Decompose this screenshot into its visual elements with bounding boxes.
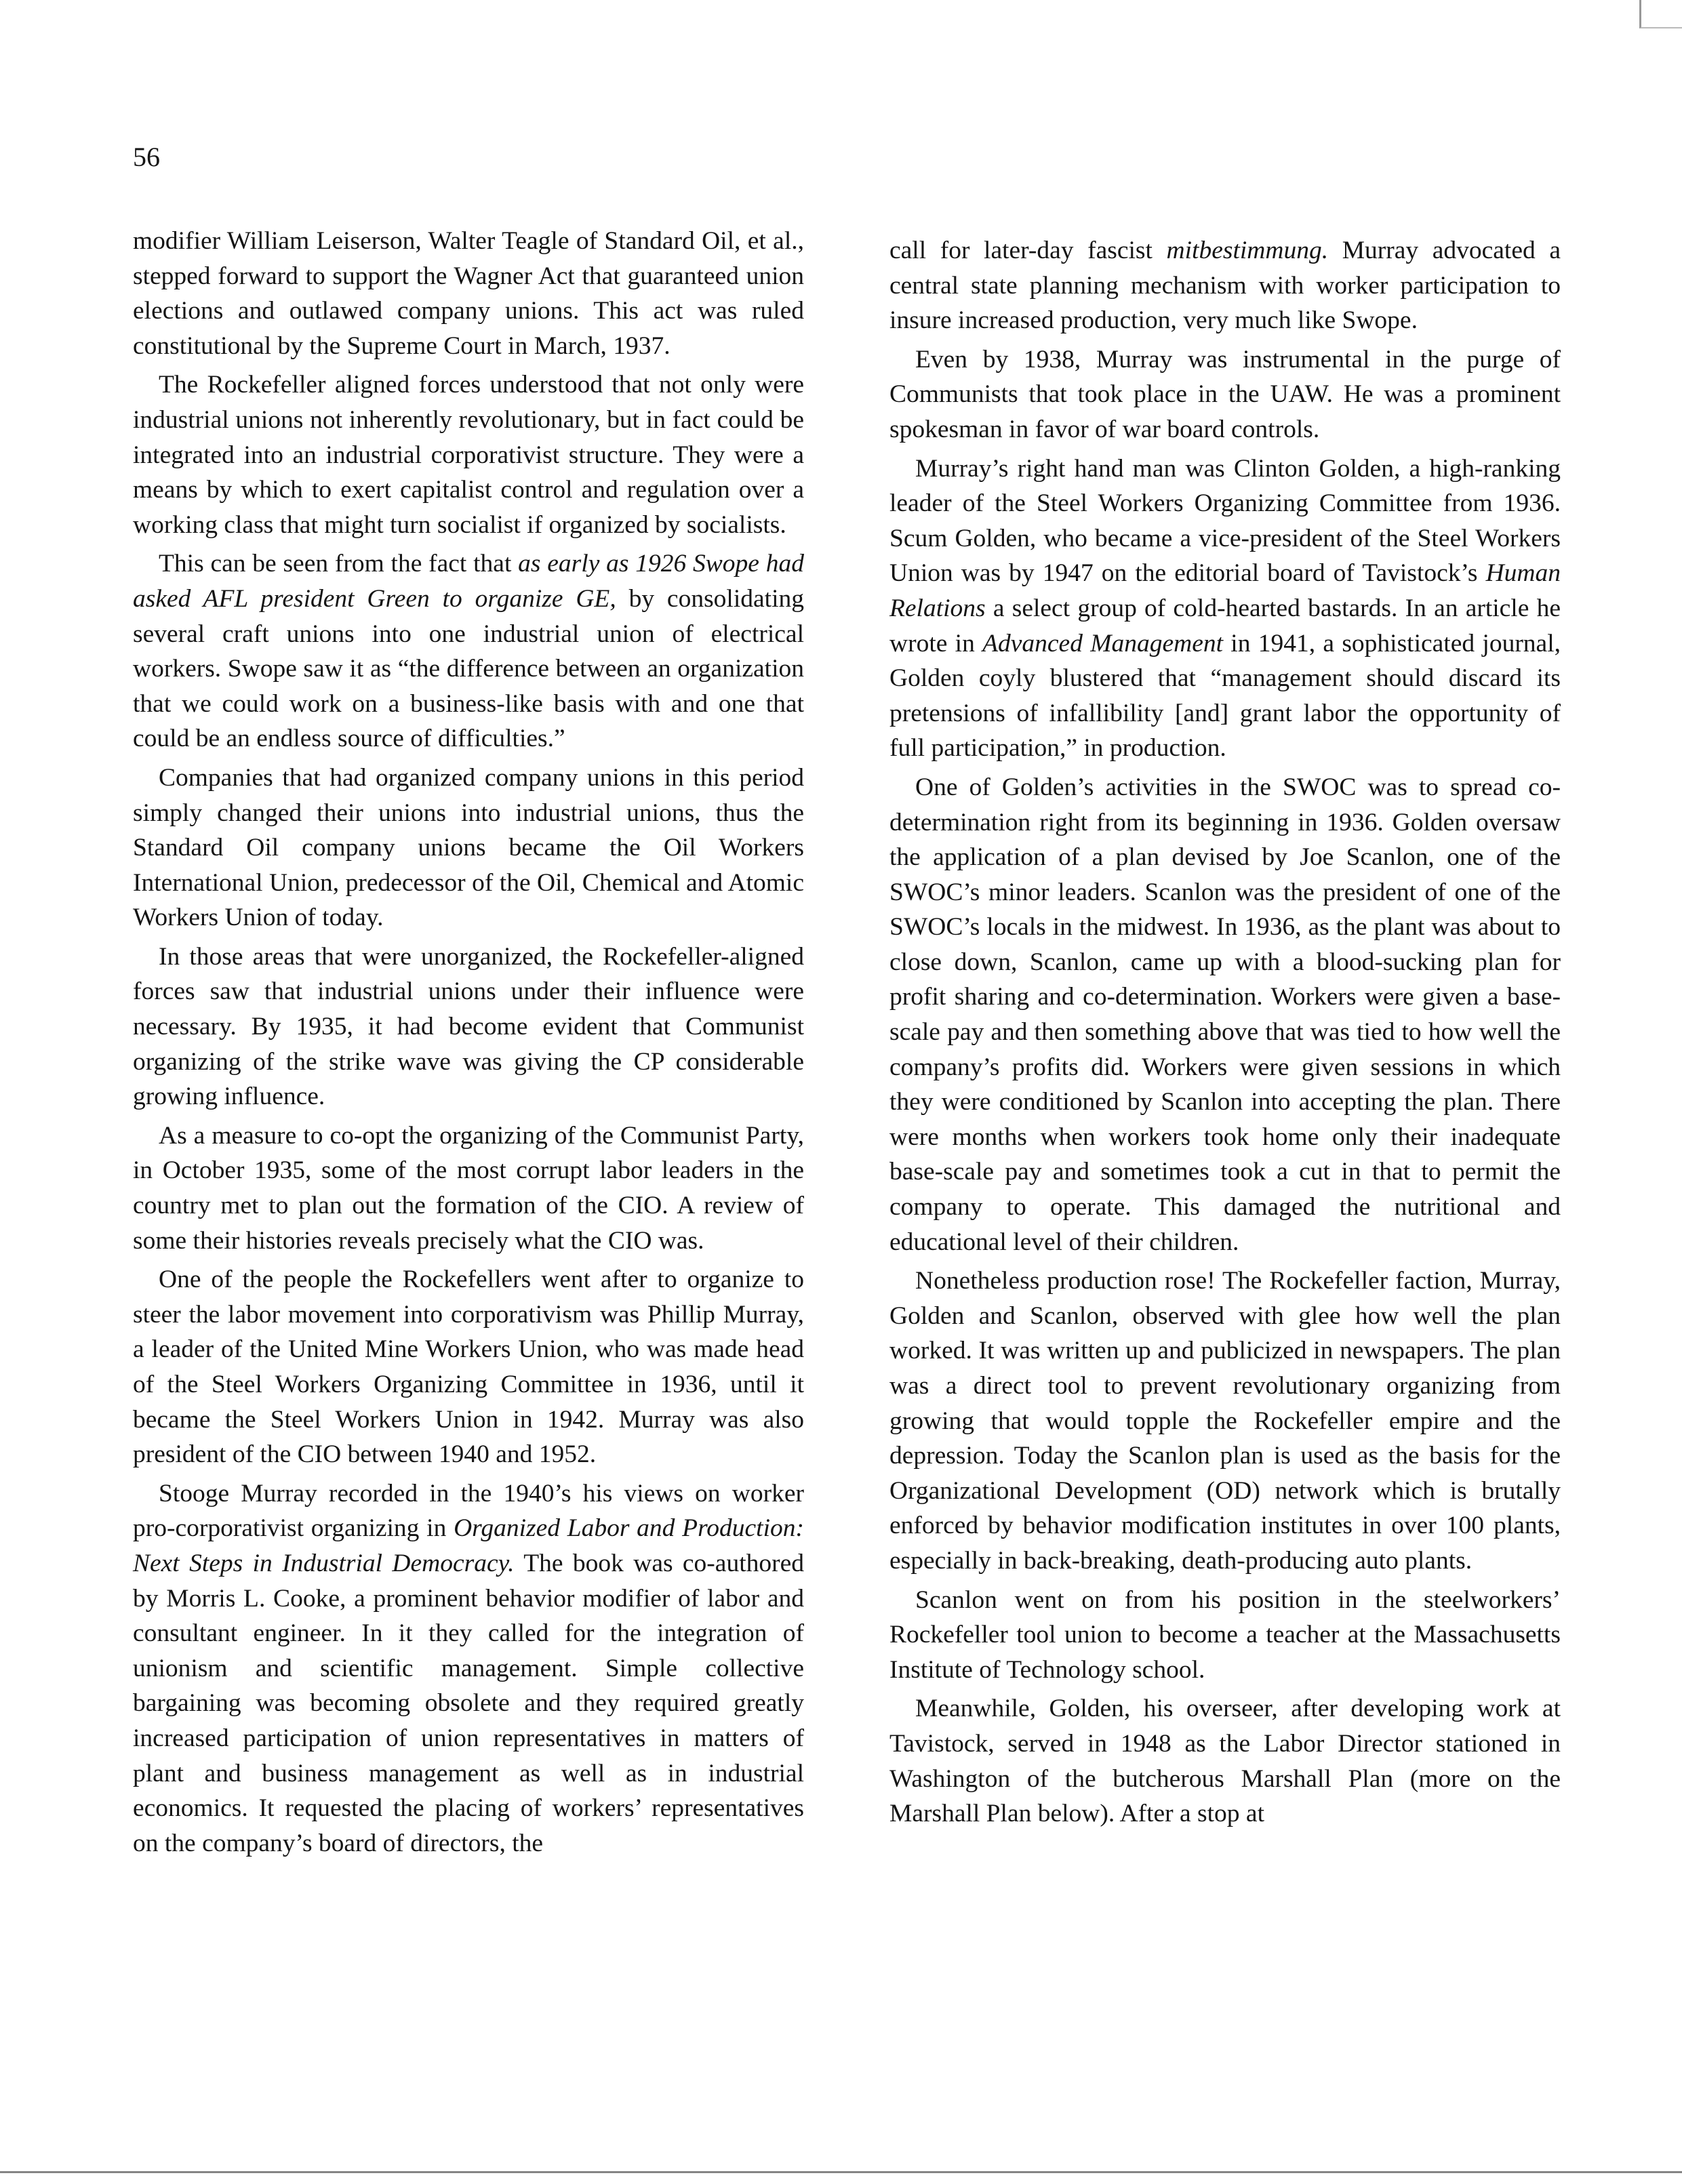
paragraph: [133, 1476, 804, 1861]
paragraph: The Rockefeller aligned forces understood that not only were industrial unions not inherently revolutionary, but in fact could be integrated into an industrial corporativist structure. They were a means by which to exert capitalist control and regulation over a working class that might turn socialist if organized by socialists.: [133, 371, 804, 539]
paragraph: modifier William Leiserson, Walter Teagle of Standard Oil, et al., stepped forward to support the Wagner Act that guaranteed union elections and outlawed company unions. This act was ruled constitutional by the Supreme Court in March, 1937.: [133, 227, 804, 360]
scan-edge-mark: [1639, 0, 1682, 28]
paragraph: One of the people the Rockefellers went after to organize to steer the labor movement into corporativism was Phillip Murray, a leader of the United Mine Workers Union, who was made head of the Steel Workers Organizing Committee in 1936, until it became the Steel Workers Union in 1942. Murray was also president of the CIO between 1940 and 1952.: [133, 1266, 804, 1469]
text-run: a select group of cold-hearted bastards. In an article he wrote in: [889, 594, 1561, 658]
italic-text: as early as 1926 Swope had asked AFL president Green to organize GE,: [133, 550, 804, 613]
page-number: 56: [133, 142, 160, 172]
paragraph: Companies that had organized company unions in this period simply changed their unions into industrial unions, thus the Standard Oil company unions became the Oil Workers International Union, predecessor of the Oil, Chemical and Atomic Workers Union of today.: [133, 763, 804, 932]
paragraph: Nonetheless production rose! The Rockefeller faction, Murray, Golden and Scanlon, observed with glee how well the plan worked. It was written up and publicized in newspapers. The plan was a direct tool to prevent revolutionary organizing from growing that would topple the Rockefeller empire and the depression. Today the Scanlon plan is used as the basis for the Organizational Development (OD) network which is brutally enforced by behavior modification institutes in over 100 plants, especially in back-breaking, death-producing auto plants.: [889, 1267, 1561, 1575]
paragraph: One of Golden’s activities in the SWOC was to spread co-determination right from its beginning in 1936. Golden oversaw the application of a plan devised by Joe Scanlon, one of the SWOC’s minor leaders. Scanlon was the president of one of the SWOC’s locals in the midwest. In 1936, as the plant was about to close down, Scanlon, came up with a blood-sucking plan for profit sharing and co-determination. Workers were given a base-scale pay and then something above that was tied to how well the company’s profits did. Workers were given sessions in which they were conditioned by Scanlon into accepting the plan. There were months when workers took home only their inadequate base-scale pay and sometimes took a cut in that to permit the company to operate. This damaged the nutritional and educational level of their children.: [889, 773, 1561, 1256]
right-column: [889, 233, 1561, 1832]
paragraph: Meanwhile, Golden, his overseer, after developing work at Tavistock, served in 1948 as the Labor Director stationed in Washington of the butcherous Marshall Plan (more on the Marshall Plan below). After a stop at: [889, 1695, 1561, 1828]
italic-text: Advanced Management: [982, 629, 1224, 658]
scan-edge-line: [0, 2171, 1682, 2173]
paragraph: As a measure to co-opt the organizing of the Communist Party, in October 1935, some of the most corrupt labor leaders in the country met to plan out the formation of the CIO. A review of some their histories reveals precisely what the CIO was.: [133, 1121, 804, 1255]
paragraph: [889, 451, 1561, 766]
paragraph: Even by 1938, Murray was instrumental in the purge of Communists that took place in the UAW. He was a prominent spokesman in favor of war board controls.: [889, 345, 1561, 443]
italic-text: Organized Labor and Production: Next Steps in Industrial Democracy.: [133, 1514, 804, 1577]
text-run: by consolidating several craft unions into one industrial union of electrical workers. Swope saw it as “the difference between an organization that we could work on a business-like basis with and one that could be an endless source of difficulties.”: [133, 584, 804, 753]
text-run: Stooge Murray recorded in the 1940’s his views on worker pro-corporativist organizing in: [133, 1479, 804, 1543]
text-run: call for later-day fascist: [889, 237, 1167, 264]
paragraph: [889, 233, 1561, 338]
text-run: This can be seen from the fact that: [159, 550, 519, 578]
text-run: Murray’s right hand man was Clinton Golden, a high-ranking leader of the Steel Workers Organizing Committee from 1936. Scum Golden, who became a vice-president of the Steel Workers Union was by 1947 on the editorial board of Tavistock’s: [889, 454, 1561, 588]
text-run: Murray advocated a central state planning mechanism with worker participation to insure increased production, very much like Swope.: [889, 237, 1561, 335]
paragraph: In those areas that were unorganized, the Rockefeller-aligned forces saw that industrial unions under their influence were necessary. By 1935, it had become evident that Communist organizing of the strike wave was giving the CP considerable growing influence.: [133, 942, 804, 1111]
italic-text: mitbestimmung.: [1166, 237, 1329, 264]
paragraph: [133, 546, 804, 756]
text-run: The book was co-authored by Morris L. Cooke, a prominent behavior modifier of labor and consultant engineer. In it they called for the integration of unionism and scientific management. Simple collective bargaining was becoming obsolete and they required greatly increased participation of union representatives in matters of plant and business management as well as in industrial economics. It requested the placing of workers’ representatives on the company’s board of directors, the: [133, 1549, 804, 1857]
left-column: [133, 224, 804, 1861]
paragraph: Scanlon went on from his position in the steelworkers’ Rockefeller tool union to become a teacher at the Massachusetts Institute of Technology school.: [889, 1585, 1561, 1684]
text-run: in 1941, a sophisticated journal, Golden coyly blustered that “management should discard its pretensions of infallibility [and] grant labor the opportunity of full participation,” in production.: [889, 629, 1561, 763]
italic-text: Human Relations: [889, 559, 1561, 622]
